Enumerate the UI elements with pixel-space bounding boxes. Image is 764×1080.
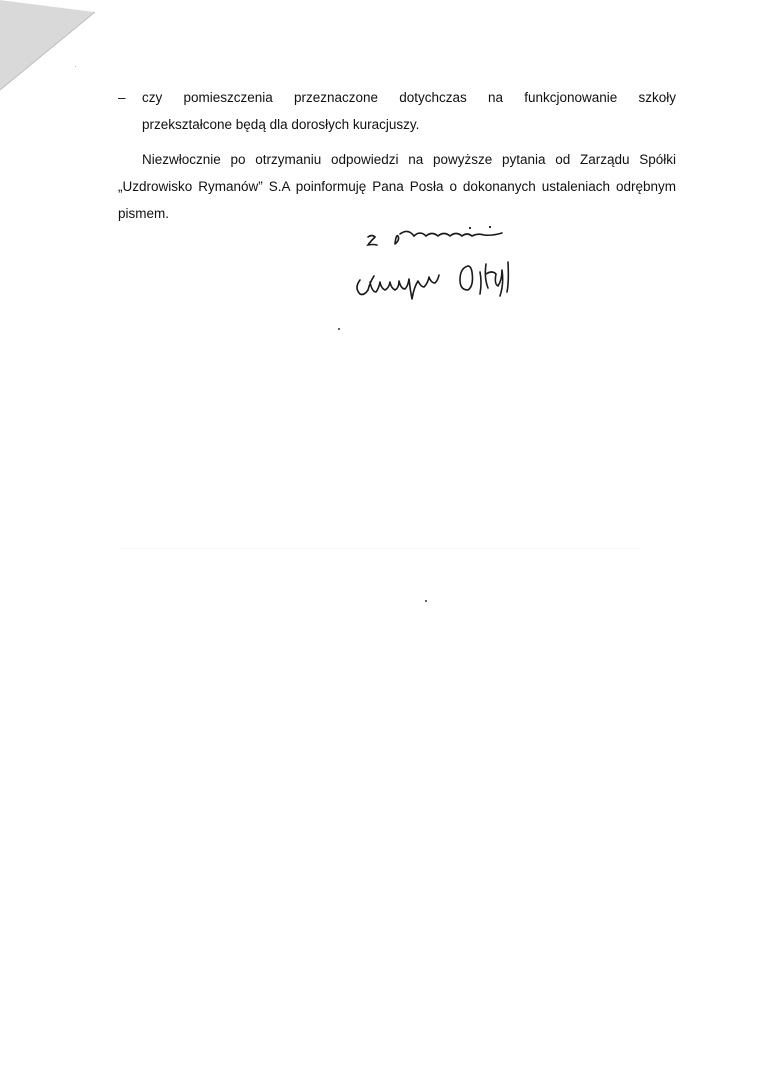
letter-body xyxy=(118,84,676,227)
folded-corner-mark xyxy=(0,0,100,95)
bullet-dash: – xyxy=(118,90,126,105)
bullet-line-2: przekształcone będą dla dorosłych kuracjuszy. xyxy=(142,117,420,132)
paragraph-line-1: Niezwłocznie po otrzymaniu odpowiedzi na powyższe pytania od Zarządu Spółki xyxy=(142,152,676,167)
handwritten-signature xyxy=(340,222,550,322)
bullet-list-item xyxy=(118,84,676,138)
scan-speck xyxy=(75,66,76,67)
paragraph-line-2: „Uzdrowisko Rymanów” S.A poinformuję Pana Posła o dokonanych ustaleniach odrębnym xyxy=(118,179,676,194)
paragraph-line-3: pismem. xyxy=(118,206,170,221)
scan-artifact-line xyxy=(120,548,640,549)
closing-paragraph xyxy=(118,146,676,227)
bullet-text xyxy=(142,84,676,138)
bullet-line-1: czy pomieszczenia przeznaczone dotychczas na funkcjonowanie szkoły xyxy=(142,90,676,105)
scan-speck xyxy=(425,600,427,602)
scan-speck xyxy=(338,328,340,330)
